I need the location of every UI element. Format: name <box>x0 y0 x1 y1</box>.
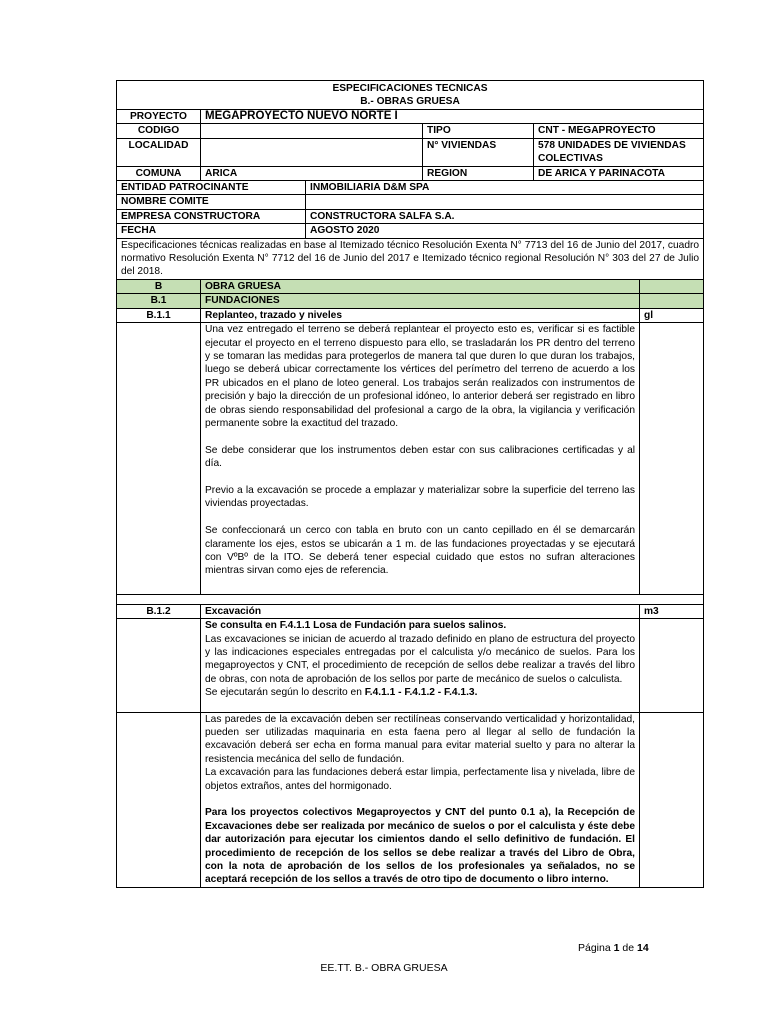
b12-paragraph-2-prefix: Se ejecutarán según lo descrito en <box>205 687 365 699</box>
section-b-code: B <box>117 279 201 293</box>
tipo-label: TIPO <box>423 124 534 138</box>
item-b12-right-blank-2 <box>640 712 704 887</box>
document-subtitle: B.- OBRAS GRUESA <box>360 96 460 107</box>
page-prefix: Página <box>578 942 614 954</box>
item-b12-title: Excavación <box>201 604 640 618</box>
item-b11-left-blank <box>117 323 201 595</box>
item-b12-left-blank-2 <box>117 712 201 887</box>
region-value: DE ARICA Y PARINACOTA <box>534 166 704 180</box>
region-label: REGION <box>423 166 534 180</box>
b12-bold-procedure: Para los proyectos colectivos Megaproyectos y CNT del punto 0.1 a), la Recepción de Excavaciones debe ser realizada por mecánico de suelos o por el calculista y éste debe dar autorización para ejecutar los cimientos dando el sello definitivo de fundación. El procedimiento de recepción de los sellos se debe realizar a través del Libro de Obra, con la nota de aprobación de los sellos de los profesionales ya señalados, no se aceptará recepción de los sellos a través de otro tipo de documento o libro interno. <box>205 807 635 886</box>
section-b1-title: FUNDACIONES <box>201 294 640 308</box>
comuna-value: ARICA <box>201 166 423 180</box>
b12-paragraph-2 <box>205 686 635 699</box>
item-b11-right-blank <box>640 323 704 595</box>
spec-table <box>116 80 704 888</box>
empresa-value: CONSTRUCTORA SALFA S.A. <box>306 209 704 223</box>
section-b1-code: B.1 <box>117 294 201 308</box>
proyecto-label: PROYECTO <box>117 110 201 124</box>
intro-text: Especificaciones técnicas realizadas en base al Itemizado técnico Resolución Exenta N° 7713 del 16 de Junio del 2017, cuadro normativo Resolución Exenta N° 7712 del 16 de Junio del 2017 e Itemizado técnico regional Resolución N° 303 del 27 de Julio del 2018. <box>117 238 704 279</box>
b11-paragraph-2: Se debe considerar que los instrumentos deben estar con sus calibraciones certificadas y al día. <box>205 444 635 470</box>
page-total: 14 <box>636 942 649 954</box>
b11-paragraph-3: Previo a la excavación se procede a emplazar y materializar sobre la superficie del terreno las viviendas proyectadas. <box>205 484 635 510</box>
item-b12-unit: m3 <box>640 604 704 618</box>
b12-paragraph-3: Las paredes de la excavación deben ser rectilíneas conservando verticalidad y horizontalidad, pueden ser utilizadas maquinaria en esta faena pero al llegar al sello de fundación la excavación deberá ser echa en forma manual para evitar material suelto y para no alterar la resistencia mecánica del sello de fundación. <box>205 713 635 765</box>
document-header <box>117 81 704 110</box>
spec-document <box>116 80 703 888</box>
tipo-value: CNT - MEGAPROYECTO <box>534 124 704 138</box>
item-b12-left-blank-1 <box>117 619 201 712</box>
item-b12-right-blank-1 <box>640 619 704 712</box>
b12-paragraph-1: Las excavaciones se inician de acuerdo al trazado definido en plano de estructura del proyecto y las indicaciones especiales entregadas por el calculista y/o mecánico de suelos. Para los megaproyectos y CNT, el procedimiento de recepción de sellos debe realizar a través del libro de obras, con nota de aprobación de los sellos por parte de mecánico de suelos o calculista. <box>205 633 635 685</box>
empresa-label: EMPRESA CONSTRUCTORA <box>117 209 306 223</box>
b11-paragraph-4: Se confeccionará un cerco con tabla en bruto con un canto cepillado en él se demarcarán claramente los ejes, estos se ubicarán a 1 m. de las fundaciones proyectadas y se ejecutará con VºBº de la ITO. Se deberá tener especial cuidado que estos no sufran alteraciones mientras sirvan como ejes de referencia. <box>205 525 635 577</box>
viviendas-value: 578 UNIDADES DE VIVIENDAS COLECTIVAS <box>534 138 704 166</box>
item-b12-description-2 <box>201 712 640 887</box>
b12-bold-note: Se consulta en F.4.1.1 Losa de Fundación para suelos salinos. <box>205 620 507 632</box>
codigo-label: CODIGO <box>117 124 201 138</box>
fecha-label: FECHA <box>117 224 306 238</box>
entidad-value: INMOBILIARIA D&M SPA <box>306 181 704 195</box>
localidad-value <box>201 138 423 166</box>
entidad-label: ENTIDAD PATROCINANTE <box>117 181 306 195</box>
section-b-unit <box>640 279 704 293</box>
item-b12-description-1 <box>201 619 640 712</box>
section-b1-unit <box>640 294 704 308</box>
spacer-row <box>117 594 704 604</box>
page-mid: de <box>619 942 637 954</box>
item-b11-title: Replanteo, trazado y niveles <box>201 308 640 322</box>
comite-label: NOMBRE COMITE <box>117 195 306 209</box>
viviendas-label: N° VIVIENDAS <box>423 138 534 166</box>
item-b12-code: B.1.2 <box>117 604 201 618</box>
b11-paragraph-1: Una vez entregado el terreno se deberá replantear el proyecto esto es, verificar si es factible ejecutar el proyecto en el terreno dispuesto para ello, se trasladarán los PR dentro del terreno y se tomaran las medidas para protegerlos de manera tal que duren lo que duran los trabajos, luego se deberá ubicar correctamente los vértices del perímetro del terreno de acuerdo a los PR ubicados en el plano de loteo general. Los trabajos serán realizados con instrumentos de precisión y bajo la dirección de un profesional idóneo, lo anterior deberá ser registrado en libro de obras siendo responsabilidad del profesional a cargo de la obra, la vigilancia y verificación permanente sobre la exactitud del trazado. <box>205 324 635 429</box>
codigo-value <box>201 124 423 138</box>
b12-paragraph-2-refs: F.4.1.1 - F.4.1.2 - F.4.1.3. <box>364 687 478 699</box>
item-b11-code: B.1.1 <box>117 308 201 322</box>
b12-paragraph-4: La excavación para las fundaciones deberá estar limpia, perfectamente lisa y nivelada, libre de objetos extraños, antes del hormigonado. <box>205 767 635 792</box>
item-b11-unit: gl <box>640 308 704 322</box>
page-current: 1 <box>613 942 620 954</box>
section-b-title: OBRA GRUESA <box>201 279 640 293</box>
fecha-value: AGOSTO 2020 <box>306 224 704 238</box>
page-number <box>578 942 649 954</box>
footer-doc-title: EE.TT. B.- OBRA GRUESA <box>320 962 448 974</box>
localidad-label: LOCALIDAD <box>117 138 201 166</box>
comite-value <box>306 195 704 209</box>
item-b11-description <box>201 323 640 595</box>
proyecto-value: MEGAPROYECTO NUEVO NORTE I <box>201 110 704 124</box>
comuna-label: COMUNA <box>117 166 201 180</box>
document-title: ESPECIFICACIONES TECNICAS <box>332 83 488 94</box>
